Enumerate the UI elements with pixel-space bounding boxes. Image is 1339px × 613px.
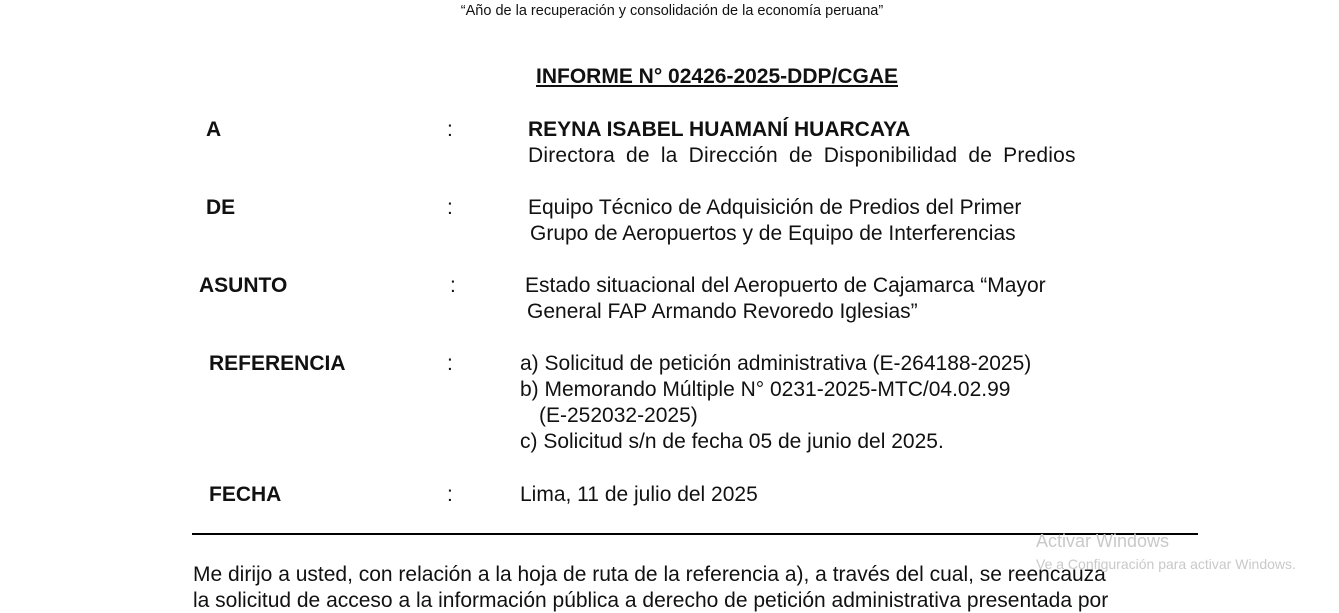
report-date: Lima, 11 de julio del 2025 xyxy=(520,483,758,506)
field-label-a: A xyxy=(206,118,222,141)
reference-b-code: (E-252032-2025) xyxy=(539,404,698,427)
field-colon-referencia: : xyxy=(447,352,453,375)
sender-line-2: Grupo de Aeropuertos y de Equipo de Interferencias xyxy=(530,222,1016,245)
report-title: INFORME N° 02426-2025-DDP/CGAE xyxy=(536,65,899,88)
activation-watermark-subtitle: Ve a Configuración para activar Windows. xyxy=(1036,556,1296,572)
body-paragraph-line-1: Me dirijo a usted, con relación a la hoja de ruta de la referencia a), a través del cual, se reencauza xyxy=(193,563,1106,586)
reference-b: b) Memorando Múltiple N° 0231-2025-MTC/04.02.99 xyxy=(520,378,1011,401)
recipient-position: Directora de la Dirección de Disponibilidad de Predios xyxy=(528,144,1076,167)
recipient-name: REYNA ISABEL HUAMANÍ HUARCAYA xyxy=(528,118,911,141)
reference-c: c) Solicitud s/n de fecha 05 de junio del 2025. xyxy=(520,430,944,453)
activation-watermark-title: Activar Windows xyxy=(1036,531,1170,551)
field-label-asunto: ASUNTO xyxy=(199,274,288,297)
subject-line-2: General FAP Armando Revoredo Iglesias” xyxy=(527,300,918,323)
field-colon-asunto: : xyxy=(450,274,456,297)
field-label-referencia: REFERENCIA xyxy=(209,352,346,375)
subject-line-1: Estado situacional del Aeropuerto de Cajamarca “Mayor xyxy=(525,274,1046,297)
field-colon-de: : xyxy=(447,196,453,219)
field-label-fecha: FECHA xyxy=(209,483,282,506)
year-motto: “Año de la recuperación y consolidación de la economía peruana” xyxy=(460,3,884,19)
field-label-de: DE xyxy=(206,196,236,219)
field-colon-a: : xyxy=(447,118,453,141)
body-paragraph-line-2: la solicitud de acceso a la información pública a derecho de petición administrativa presentada por xyxy=(193,589,1109,612)
field-colon-fecha: : xyxy=(447,483,453,506)
sender-line-1: Equipo Técnico de Adquisición de Predios del Primer xyxy=(528,196,1022,219)
reference-a: a) Solicitud de petición administrativa (E-264188-2025) xyxy=(520,352,1032,375)
